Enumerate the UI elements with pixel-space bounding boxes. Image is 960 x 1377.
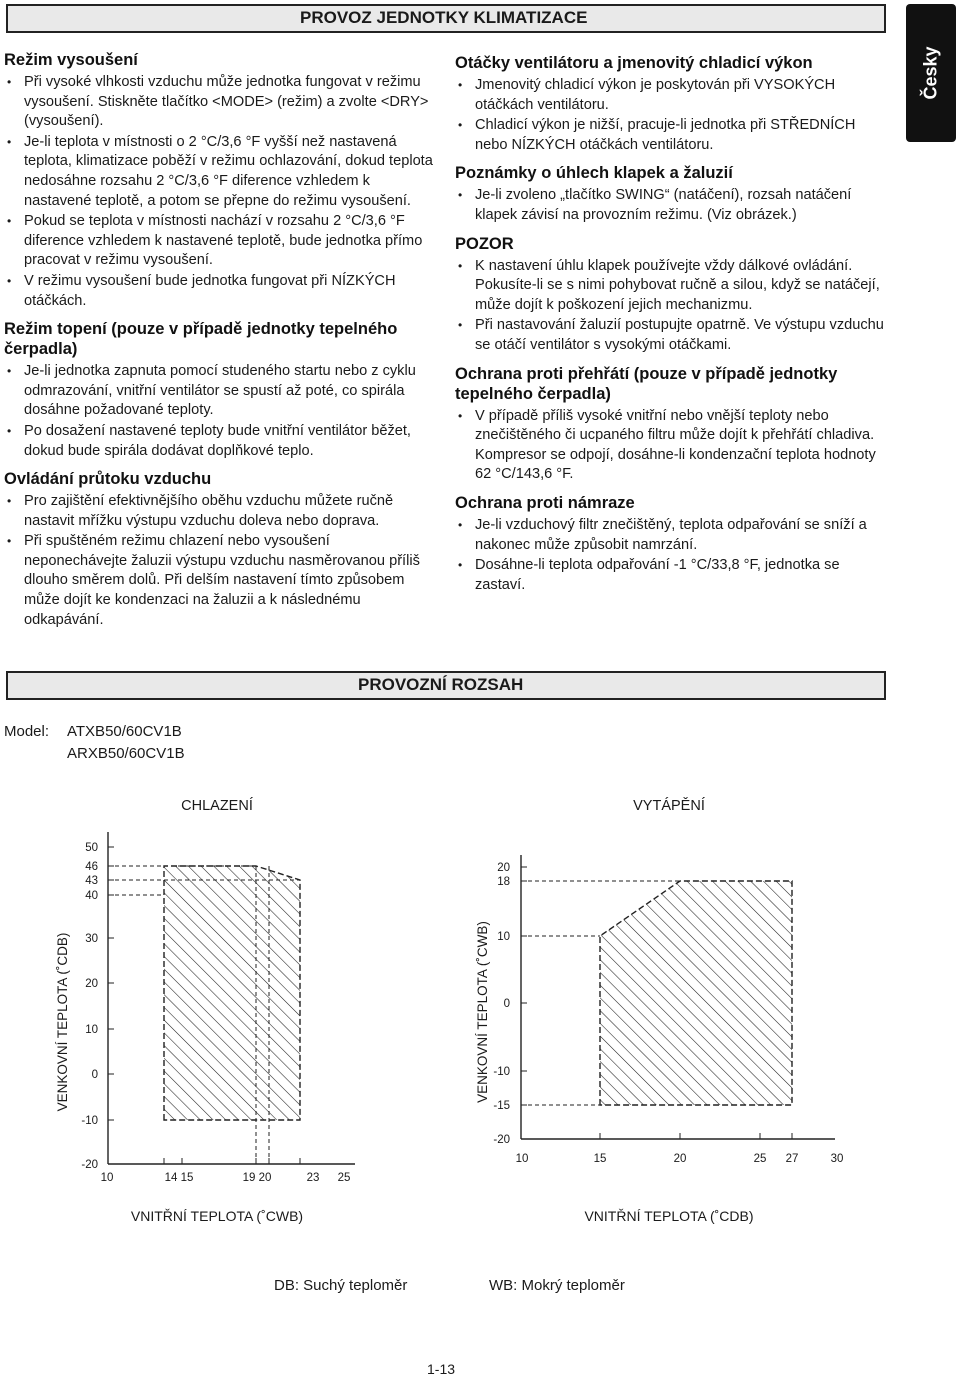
cooling-y-label-10: 10 <box>85 1024 98 1036</box>
bullet-item: • K nastavení úhlu klapek používejte vždy dálkové ovládání. Pokusíte-li se s nimi pohybovat ručně a silou, když se natáčejí, může dojít k poškození jejich mechanizmu. <box>455 257 887 316</box>
cooling-y-label-m20: -20 <box>81 1159 98 1171</box>
left-column <box>4 50 434 638</box>
cooling-x-label-25: 25 <box>337 1172 351 1184</box>
heating-y-label-18: 18 <box>497 876 510 888</box>
cooling-x-label-14-15: 14 15 <box>164 1172 194 1184</box>
cooling-x-ticks <box>164 1158 300 1164</box>
right-section-heading: POZOR <box>455 234 514 253</box>
cooling-x-tick-labels <box>101 1172 351 1184</box>
bullet-item: • Pro zajištění efektivnějšího oběhu vzduchu můžete ručně nastavit mřížku výstupu vzduchu doleva nebo doprava. <box>4 492 434 531</box>
language-label: Česky <box>920 46 941 100</box>
heating-y-label-20: 20 <box>497 862 510 874</box>
right-section-heading: Ochrana proti námraze <box>455 493 635 512</box>
right-section-list <box>455 407 887 485</box>
heating-y-label-10: 10 <box>497 931 510 943</box>
cooling-x-label-23: 23 <box>306 1172 320 1184</box>
heating-x-tick-labels <box>516 1153 844 1165</box>
bullet-item: • Dosáhne-li teplota odpařování -1 °C/33,8 °F, jednotka se zastaví. <box>455 556 887 595</box>
model-line-1: ATXB50/60CV1B <box>67 723 182 740</box>
right-section-heading: Otáčky ventilátoru a jmenovitý chladicí výkon <box>455 54 813 72</box>
model-line-2: ARXB50/60CV1B <box>67 745 185 762</box>
left-section-heading: Ovládání průtoku vzduchu <box>4 470 212 489</box>
cooling-y-label-46: 46 <box>85 861 98 873</box>
heating-x-axis-label: VNITŘNÍ TEPLOTA (˚CDB) <box>584 1208 754 1224</box>
cooling-y-label-50: 50 <box>85 842 98 854</box>
page-title: PROVOZ JEDNOTKY KLIMATIZACE <box>300 8 588 27</box>
right-section-heading: Ochrana proti přehřátí (pouze v případě jednotky tepelného čerpadla) <box>455 364 838 403</box>
bullet-item: • V případě příliš vysoké vnitřní nebo vnější teploty nebo znečištěného či ucpaného filtru může dojít k přehřátí chladiva. Kompresor se odpojí, dosáhne-li kondenzační teplota hodnoty 62 °C/143,6 °F. <box>455 407 887 485</box>
left-section-heading: Režim vysoušení <box>4 51 138 69</box>
left-section-list <box>4 73 434 311</box>
bullet-item: • Je-li jednotka zapnuta pomocí studeného startu nebo z cyklu odmrazování, vnitřní ventilátor se spustí až poté, co spirála dosáhne požadované teploty. <box>4 362 434 421</box>
cooling-y-label-20: 20 <box>85 978 98 990</box>
bullet-item: • V režimu vysoušení bude jednotka fungovat při NÍZKÝCH otáčkách. <box>4 272 434 311</box>
heating-y-label-0: 0 <box>503 998 510 1010</box>
heating-x-label-25: 25 <box>753 1153 767 1165</box>
right-column <box>455 53 887 603</box>
heating-y-axis-label: VENKOVNÍ TEPLOTA (˚CWB) <box>475 921 490 1103</box>
bullet-item: • Je-li vzduchový filtr znečištěný, teplota odpařování se sníží a nakonec může způsobit namrzání. <box>455 516 887 555</box>
cooling-y-ticks <box>108 847 114 1120</box>
right-section-list <box>455 516 887 595</box>
range-header-bar <box>6 671 886 700</box>
cooling-y-label-43: 43 <box>85 875 98 887</box>
heating-y-ticks <box>521 867 527 1105</box>
header-bar <box>6 4 886 33</box>
cooling-y-label-40: 40 <box>85 890 98 902</box>
heating-y-label-m20: -20 <box>493 1134 510 1146</box>
operating-range-charts <box>0 780 960 1300</box>
cooling-title: CHLAZENÍ <box>181 798 253 814</box>
left-section-heading: Režim topení (pouze v případě jednotky tepelného čerpadla) <box>4 320 398 359</box>
language-tab <box>906 4 956 142</box>
bullet-item: • Je-li teplota v místnosti o 2 °C/3,6 °F vyšší než nastavená teplota, klimatizace poběží v režimu ochlazování, dokud teplota nedosáhne rozsahu 2 °C/3,6 °F diference vzhledem k nastavené teplotě, a potom se přepne do režimu vysoušení. <box>4 133 434 211</box>
bullet-item: • Při spuštěném režimu chlazení nebo vysoušení neponechávejte žaluzii výstupu vzduchu nasměrovanou příliš dlouho směrem dolů. Při delším nastavení tímto způsobem může dojít ke kondenzaci na žaluzii a k následnému odkapávání. <box>4 532 434 630</box>
model-label: Model: <box>4 723 50 740</box>
bullet-item: • Chladicí výkon je nižší, pracuje-li jednotka při STŘEDNÍCH nebo NÍZKÝCH otáčkách ventilátoru. <box>455 116 887 155</box>
heating-operating-region <box>600 881 792 1105</box>
heating-y-label-m10: -10 <box>493 1066 510 1078</box>
cooling-y-label-0: 0 <box>91 1069 98 1081</box>
heating-title: VYTÁPĚNÍ <box>633 798 705 814</box>
cooling-y-label-m10: -10 <box>81 1115 98 1127</box>
heating-x-label-30: 30 <box>830 1153 844 1165</box>
cooling-y-label-30: 30 <box>85 933 98 945</box>
cooling-x-axis-label: VNITŘNÍ TEPLOTA (˚CWB) <box>130 1208 304 1224</box>
legend-dry-bulb: DB: Suchý teploměr <box>274 1277 408 1294</box>
right-section-list <box>455 186 887 225</box>
heating-x-ticks <box>600 1133 792 1139</box>
range-title: PROVOZNÍ ROZSAH <box>358 675 524 694</box>
cooling-x-label-19-20: 19 20 <box>242 1172 272 1184</box>
heating-x-label-15: 15 <box>593 1153 607 1165</box>
left-section-list <box>4 492 434 630</box>
right-section-list <box>455 257 887 356</box>
bullet-item: • Jmenovitý chladicí výkon je poskytován při VYSOKÝCH otáčkách ventilátoru. <box>455 76 887 115</box>
bullet-item: • Po dosažení nastavené teploty bude vnitřní ventilátor běžet, dokud bude spirála dodávat doplňkové teplo. <box>4 422 434 461</box>
right-section-list <box>455 76 887 155</box>
bullet-item: • Pokud se teplota v místnosti nachází v rozsahu 2 °C/3,6 °F diference vzhledem k nastavené teplotě, bude jednotka přímo pracovat v režimu vysoušení. <box>4 212 434 271</box>
page-number: 1-13 <box>427 1361 456 1377</box>
cooling-x-label-10: 10 <box>100 1172 114 1184</box>
left-section-list <box>4 362 434 461</box>
heating-y-label-m15: -15 <box>493 1100 510 1112</box>
cooling-y-tick-labels <box>81 842 98 1171</box>
heating-x-label-20: 20 <box>673 1153 687 1165</box>
right-section-heading: Poznámky o úhlech klapek a žaluzií <box>455 164 733 183</box>
cooling-y-axis-label: VENKOVNÍ TEPLOTA (˚CDB) <box>55 932 70 1112</box>
bullet-item: • Při vysoké vlhkosti vzduchu může jednotka fungovat v režimu vysoušení. Stiskněte tlačítko <MODE> (režim) a zvolte <DRY> (vysoušení). <box>4 73 434 132</box>
bullet-item: • Je-li zvoleno „tlačítko SWING“ (natáčení), rozsah natáčení klapek závisí na provozním režimu. (Viz obrázek.) <box>455 186 887 225</box>
heating-x-label-27: 27 <box>785 1153 799 1165</box>
legend-wet-bulb: WB: Mokrý teploměr <box>489 1277 625 1294</box>
heating-y-tick-labels <box>493 862 510 1146</box>
bullet-item: • Při nastavování žaluzií postupujte opatrně. Ve výstupu vzduchu se otáčí ventilátor s vysokými otáčkami. <box>455 316 887 355</box>
cooling-operating-region <box>164 866 300 1120</box>
heating-x-label-10: 10 <box>515 1153 529 1165</box>
